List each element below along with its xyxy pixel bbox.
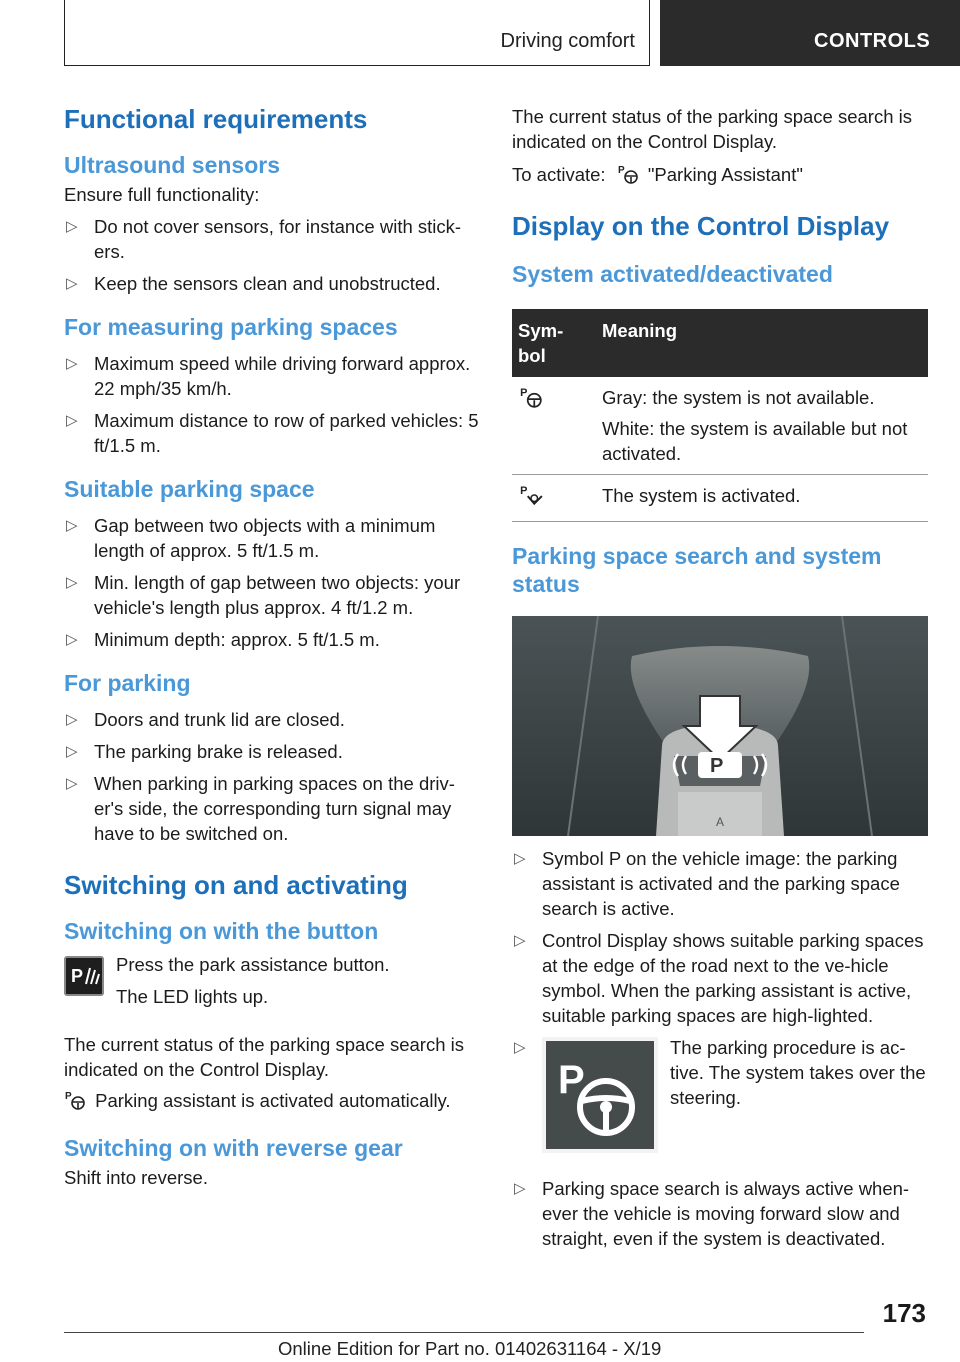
page-number: 173	[882, 1298, 926, 1328]
chapter-title: CONTROLS	[814, 30, 931, 52]
parking-assistant-icon	[64, 1089, 90, 1117]
bullet-triangle-icon: ▷	[66, 517, 78, 534]
button-instructions: Press the park assistance button. The LED lights up.	[116, 954, 390, 1007]
park-assist-button-icon	[64, 956, 104, 996]
heading-switching-on: Switching on and activating	[64, 870, 408, 900]
svg-text:P: P	[71, 966, 84, 986]
bullet-triangle-icon: ▷	[66, 355, 78, 372]
svg-text:P: P	[65, 1091, 72, 1102]
list-item: ▷ Control Display shows suitable parking spaces at the edge of the road next to the ve-hicle symbol. When the parking assistant is active, suitable parking spaces are high-lighted.	[514, 930, 924, 1026]
bullet-triangle-icon: ▷	[514, 1180, 526, 1197]
control-display-image	[512, 616, 928, 836]
parking-list	[64, 707, 480, 846]
ultrasound-intro: Ensure full functionality:	[64, 184, 260, 205]
list-item: ▷ Gap between two objects with a minimum length of approx. 5 ft/1.5 m.	[66, 515, 436, 561]
steering-active-icon	[542, 1037, 658, 1153]
symbol-table	[512, 309, 928, 522]
parking-assistant-icon	[617, 163, 643, 191]
heading-ultrasound-sensors: Ultrasound sensors	[64, 152, 280, 178]
heading-activated-deactivated: System activated/deactivated	[512, 261, 833, 287]
list-item: ▷ The parking brake is released.	[66, 741, 343, 762]
heading-reverse-gear: Switching on with reverse gear	[64, 1135, 403, 1161]
bullet-triangle-icon: ▷	[66, 711, 78, 728]
table-row: P Gray: the system is not available. White: the system is available but not activated.	[512, 377, 928, 475]
section-title: Driving comfort	[500, 30, 635, 52]
svg-text:P: P	[710, 755, 724, 777]
header-section-box	[64, 0, 650, 66]
right-column	[512, 104, 928, 1251]
svg-text:P: P	[520, 386, 528, 399]
heading-with-button: Switching on with the button	[64, 918, 379, 944]
bullet-triangle-icon: ▷	[514, 932, 526, 949]
table-row: P The system is activated.	[512, 475, 928, 522]
footer-divider	[64, 1332, 864, 1333]
footer-edition: Online Edition for Part no. 01402631164 - X/19	[278, 1338, 662, 1359]
list-item: ▷ Minimum depth: approx. 5 ft/1.5 m.	[66, 629, 380, 650]
list-item: ▷ Doors and trunk lid are closed.	[66, 709, 345, 730]
bullet-triangle-icon: ▷	[66, 275, 78, 292]
left-column	[64, 100, 480, 1190]
suitable-list	[64, 513, 480, 652]
status-paragraph-right: The current status of the parking space search is indicated on the Control Display.	[512, 106, 913, 152]
auto-activation-line: P Parking assistant is activated automatically.	[64, 1088, 480, 1117]
status-paragraph-left: The current status of the parking space search is indicated on the Control Display.	[64, 1034, 465, 1080]
bullet-triangle-icon: ▷	[66, 775, 78, 792]
bullet-triangle-icon: ▷	[514, 1039, 526, 1056]
heading-search-status: Parking space search and system status	[512, 543, 882, 597]
measuring-list	[64, 351, 480, 458]
list-item: ▷ Do not cover sensors, for instance with stick-ers.	[66, 216, 462, 262]
activate-line: To activate: P "Parking Assistant"	[512, 162, 928, 191]
procedure-text: The parking procedure is ac-tive. The system takes over the steering.	[670, 1037, 926, 1108]
bullet-triangle-icon: ▷	[66, 574, 78, 591]
list-item: ▷ Keep the sensors clean and unobstructed.	[66, 273, 441, 294]
list-item: ▷ Symbol P on the vehicle image: the parking assistant is activated and the parking space search is active.	[514, 848, 900, 919]
heading-measuring: For measuring parking spaces	[64, 314, 398, 340]
svg-text:P: P	[520, 484, 528, 497]
svg-text:A: A	[716, 815, 725, 829]
header-chapter-box	[660, 0, 960, 66]
list-item: ▷ Maximum speed while driving forward approx. 22 mph/35 km/h.	[66, 353, 471, 399]
list-item: ▷ When parking in parking spaces on the driv-er's side, the corresponding turn signal may have to be switched on.	[66, 773, 455, 844]
reverse-text: Shift into reverse.	[64, 1167, 208, 1188]
svg-text:P: P	[617, 165, 625, 176]
list-item	[512, 1035, 928, 1169]
heading-display: Display on the Control Display	[512, 211, 890, 241]
column-header-symbol: Sym-bol	[512, 309, 596, 377]
heading-suitable-space: Suitable parking space	[64, 476, 315, 502]
bullet-triangle-icon: ▷	[66, 412, 78, 429]
bullet-triangle-icon: ▷	[66, 631, 78, 648]
heading-for-parking: For parking	[64, 670, 191, 696]
bullet-triangle-icon: ▷	[66, 743, 78, 760]
list-item: ▷ Parking space search is always active when-ever the vehicle is moving forward slow and straight, even if the system is deactivated.	[514, 1178, 910, 1249]
ultrasound-list	[64, 214, 480, 296]
list-item: ▷ Maximum distance to row of parked vehicles: 5 ft/1.5 m.	[66, 410, 479, 456]
list-item: ▷ Min. length of gap between two objects: your vehicle's length plus approx. 4 ft/1.2 m.	[66, 572, 461, 618]
column-header-meaning: Meaning	[596, 309, 928, 377]
svg-text:P: P	[558, 1058, 585, 1102]
parking-assistant-active-icon	[518, 484, 544, 511]
bullet-triangle-icon: ▷	[514, 850, 526, 867]
park-button-row	[64, 952, 480, 1028]
bullet-triangle-icon: ▷	[66, 218, 78, 235]
heading-functional-requirements: Functional requirements	[64, 104, 368, 134]
search-list	[512, 846, 928, 1251]
parking-assistant-gray-icon	[518, 386, 544, 413]
